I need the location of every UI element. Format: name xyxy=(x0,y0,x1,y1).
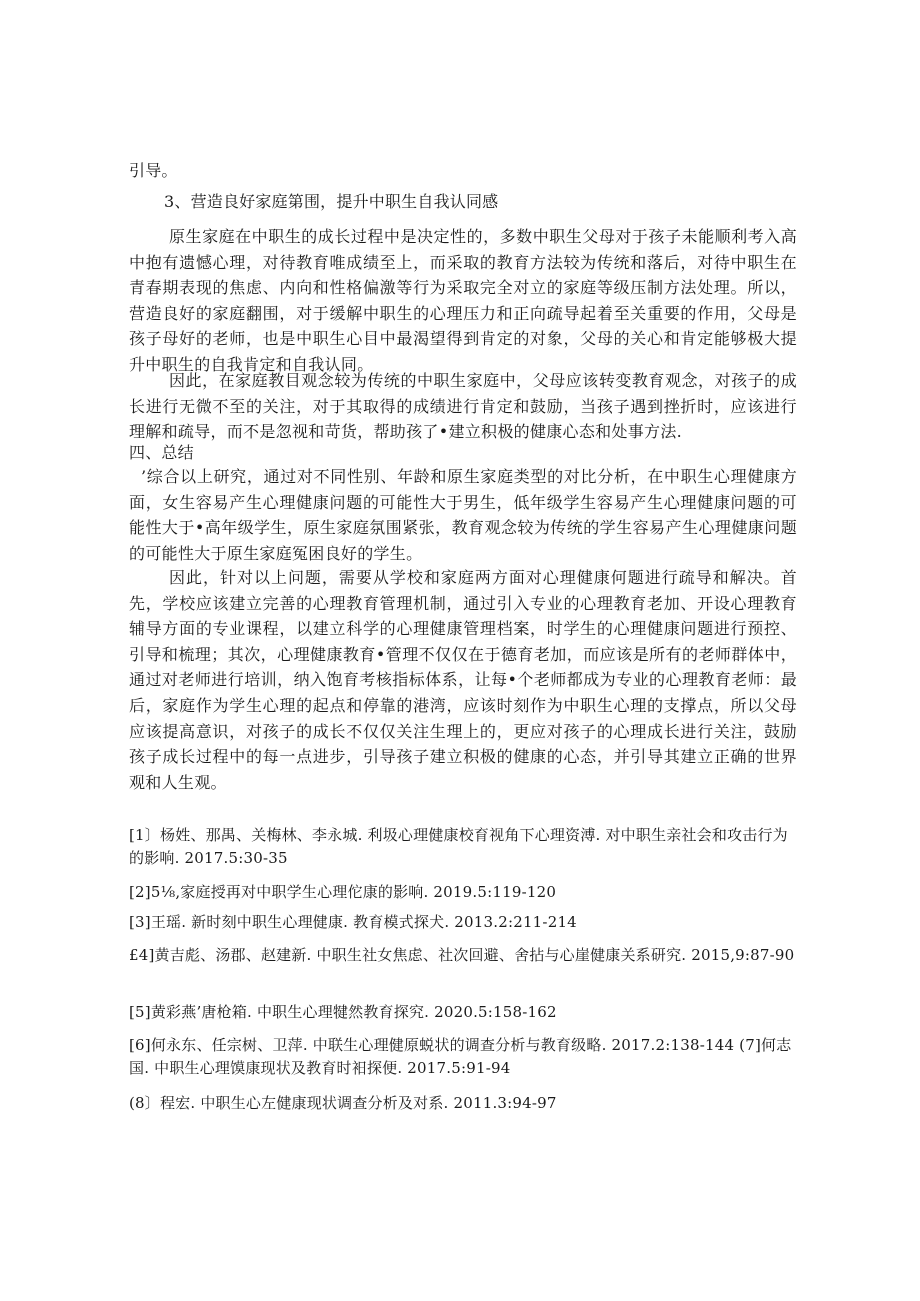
reference-item: [2]5⅛,家庭授再对中职学生心理佗康的影响. 2019.5:119-120 xyxy=(129,883,557,901)
paragraph-summary-recommendations: 因此，针对以上问题，需要从学校和家庭两方面对心理健康何题进行疏导和解决。首先，学校应该建立完善的心理教育管理机制，通过引入专业的心理教育老加、开设心理教育辅导方面的专业课程，以建立科学的心理健康管理档案，时学生的心理健康问题进行预控、引导和梳理；其次，心理健康教育•管理不仅仅在于德育老加，而应该是所有的老师群体中，通过对老师进行培训，纳入饱育考核指标体系，让每•个老师都成为专业的心理教育老师：最后，家庭作为学生心理的起点和停靠的港湾，应该时刻作为中职生心理的支撑点，所以父母应该提高意识，对孩子的成长不仅仅关注生理上的，更应对孩子的心理成长进行关注，鼓励孩子成长过程中的每一点进步，引导孩子建立积极的健康的心态，并引导其建立正确的世界观和人生观。 xyxy=(129,568,797,792)
reference-item: (8〕程宏. 中职生心左健康现状调查分析及对系. 2011.3:94-97 xyxy=(129,1094,557,1112)
paragraph-summary-findings: ’综合以上研究，通过对不同性别、年龄和原生家庭类型的对比分析，在中职生心理健康方面，女生容易产生心理健康问题的可能性大于男生，低年级学生容易产生心理健康问题的可能性大于•高年级学生，原生家庭氛围紧张，教育观念较为传统的学生容易产生心理健康问题的可能性大于原生家庭冤困良好的学生。 xyxy=(129,467,797,563)
paragraph-family-guidance: 因此，在家庭教目观念较为传统的中职生家庭中，父母应该转变教育观念，对孩子的成长进行无微不至的关注，对于其取得的成绩进行肯定和鼓励，当孩子遇到挫折时，应该进行理解和疏导，而不是忽视和苛货，帮助孩了•建立积极的健康心态和处事方法. xyxy=(129,371,797,442)
reference-item: [6]何永东、任宗树、卫萍. 中联生心理健原蜕状的调查分析与教育级略. 2017.2:138-144 (7]何志国. 中职生心理馍康现状及教育时衵探便. 2017.5:91-94 xyxy=(129,1036,792,1077)
reference-item: [3]王瑶. 新时刻中职生心理健康. 教育模式探犬. 2013.2:211-214 xyxy=(129,913,577,931)
summary-heading: 四、总结 xyxy=(129,443,194,462)
reference-item: £4]黄吉彪、汤郡、赵建新. 中职生社女焦虑、社次回避、舍拈与心崖健康关系研究. 2015,9:87-90 xyxy=(129,946,795,964)
section-heading-3: 3、营造良好家庭第围，提升中职生自我认同感 xyxy=(164,192,499,211)
lead-fragment: 引导。 xyxy=(129,161,178,180)
reference-item: [1〕杨姓、那禺、关梅林、李永城. 利圾心理健康校育视角下心理资溥. 对中职生亲社会和攻击行为的影响. 2017.5:30-35 xyxy=(129,826,788,867)
reference-item: [5]黄彩燕’唐枪箱. 中职生心理犍然教育探究. 2020.5:158-162 xyxy=(129,1003,557,1021)
paragraph-family-environment: 原生家庭在中职生的成长过程中是决定性的，多数中职生父母对于孩子未能顺利考入高中抱有遗憾心理，对待教育唯成绩至上，而采取的教育方法较为传统和落后，对待中职生在青春期表现的焦虑、内向和性格偏激等行为采取完全对立的家庭等级压制方法处理。所以，营造良好的家庭翻围，对于缓解中职生的心理压力和正向疏导起着至关重要的作用，父母是孩子母好的老师，也是中职生心目中最渴望得到肯定的对象，父母的关心和肯定能够极大提升中职生的自我肯定和自我认同。 xyxy=(129,227,797,374)
